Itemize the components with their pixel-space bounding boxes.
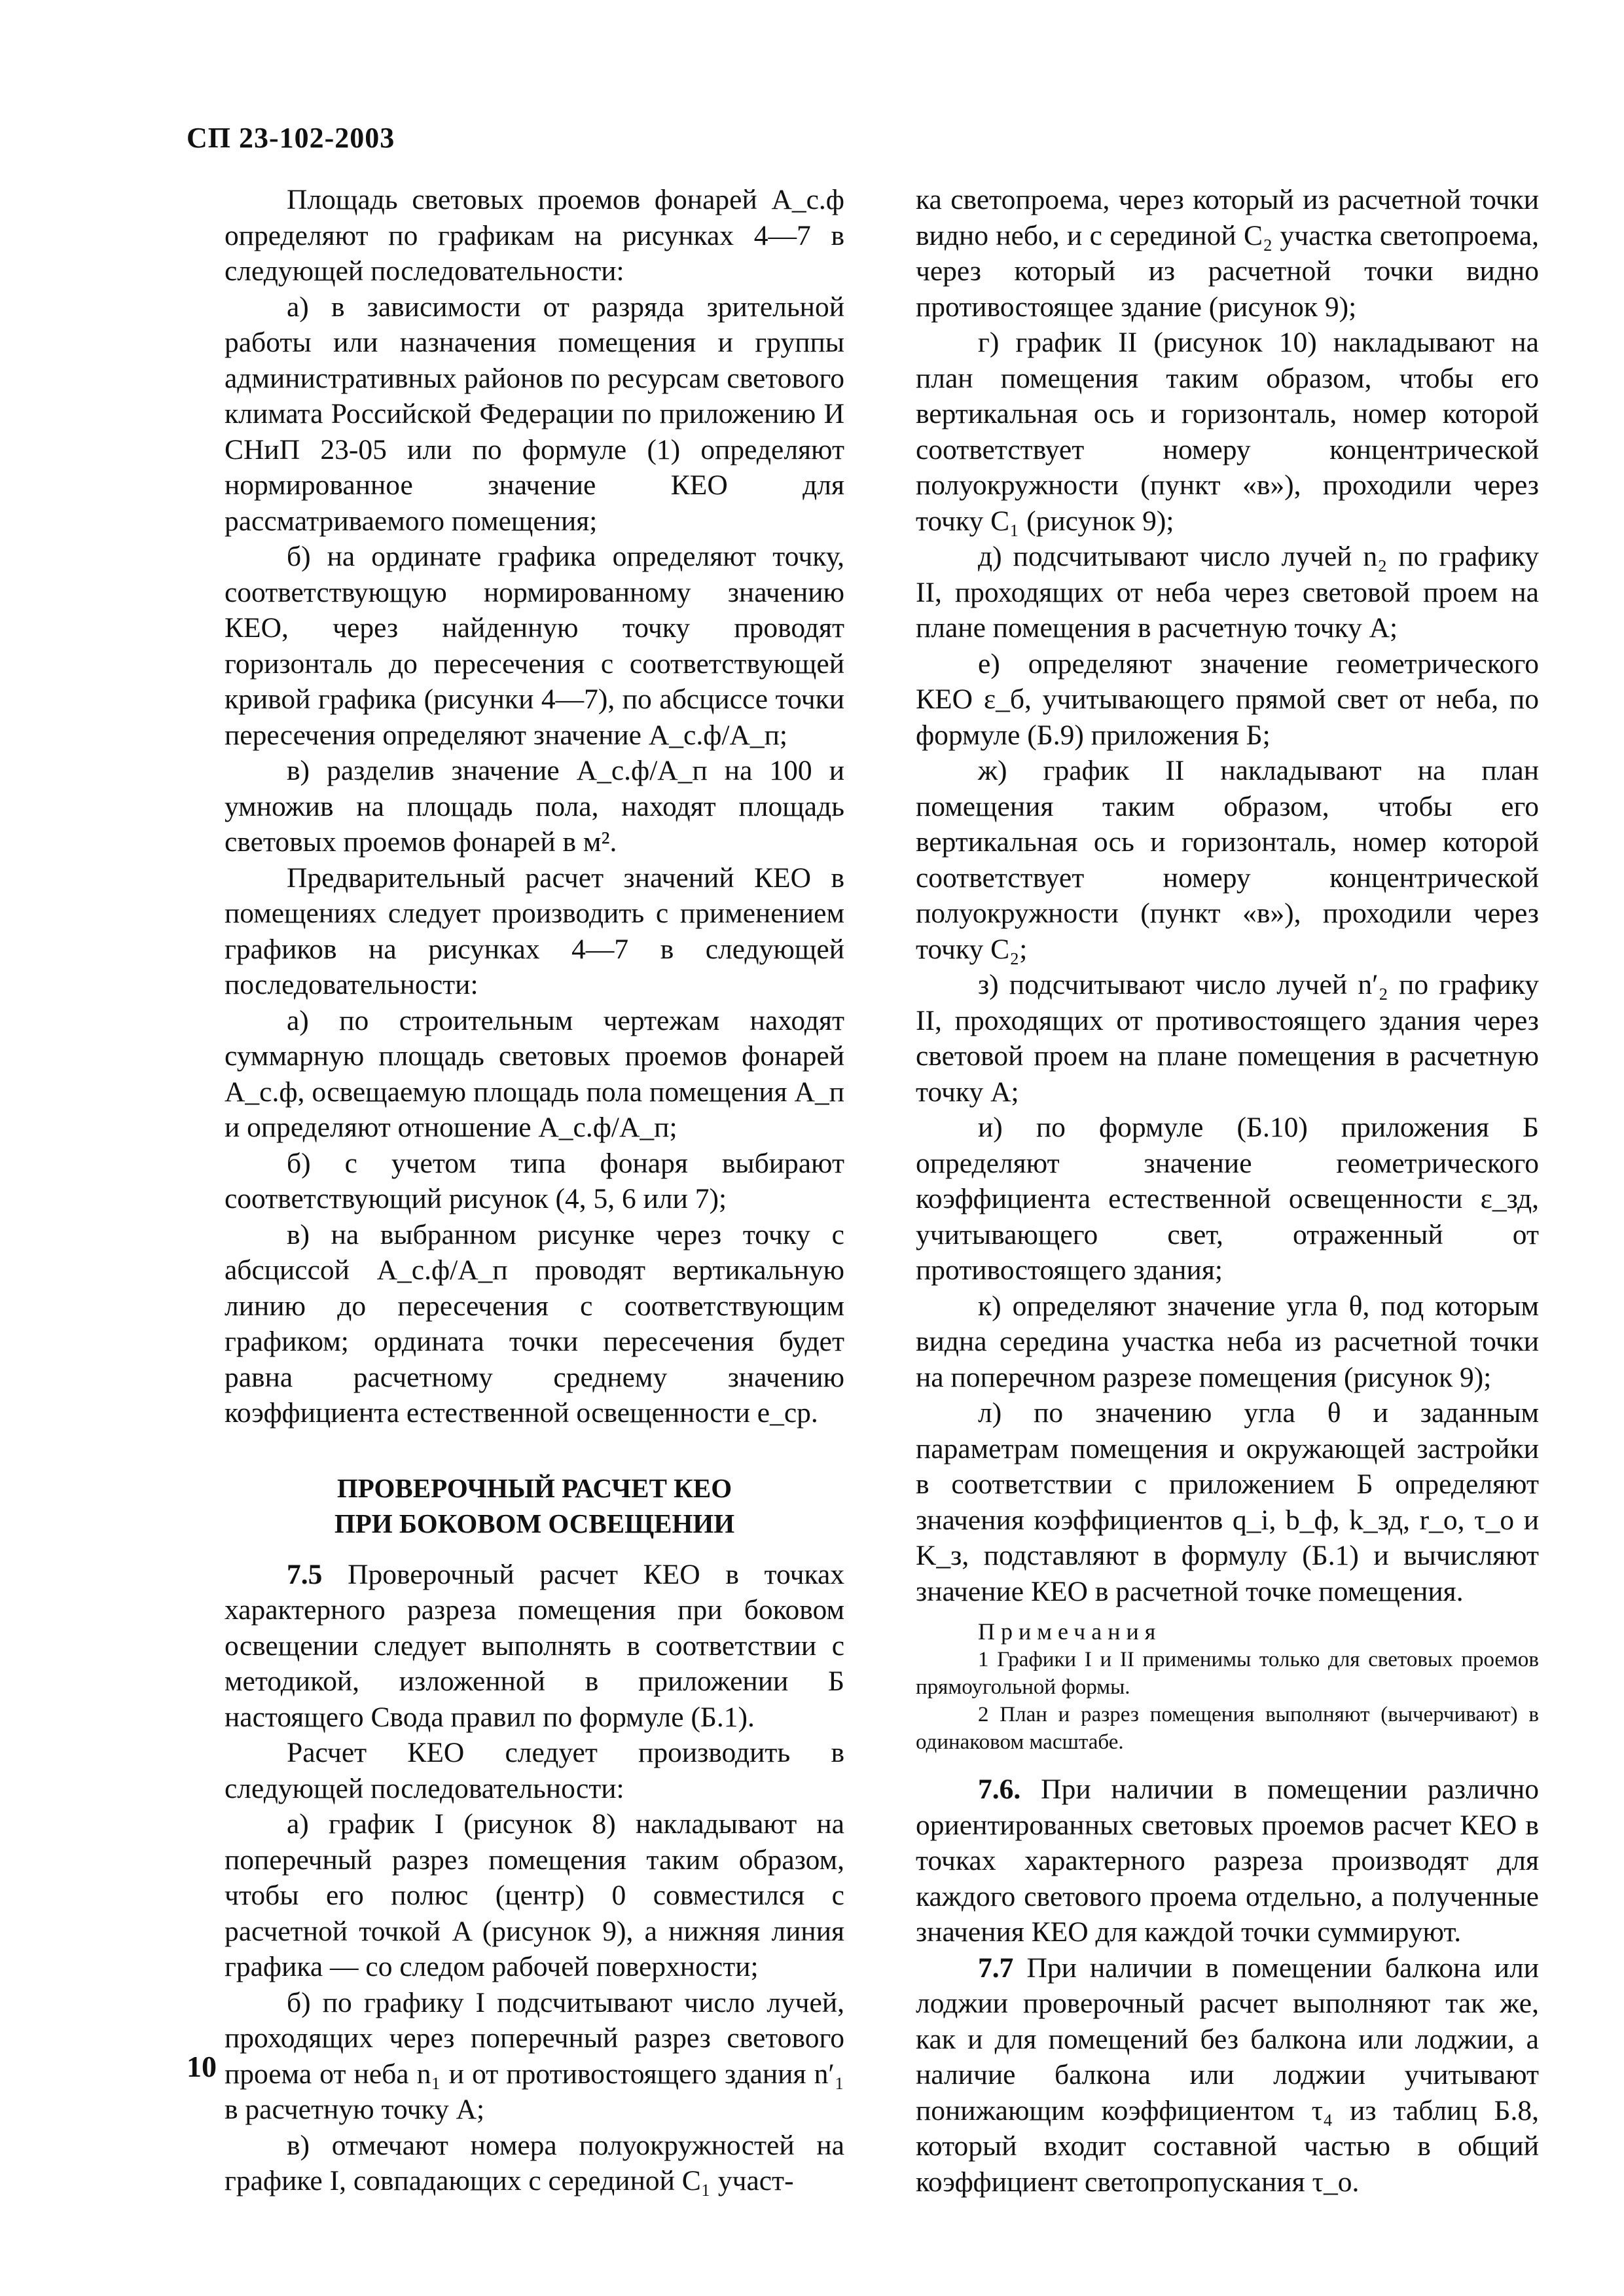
list-item: б) по графику I подсчитывают число лучей, проходящих через поперечный разрез светового проема от неба n₁ и от противостоящего здания n′₁ в расчетную точку A; bbox=[225, 1986, 844, 2125]
clause-7-7 bbox=[916, 1950, 1539, 2200]
document-code-header: СП 23-102-2003 bbox=[187, 122, 395, 154]
section-heading-line-1: ПРОВЕРОЧНЫЙ РАСЧЕТ КЕО bbox=[336, 1472, 732, 1503]
list-item: г) график II (рисунок 10) накладывают на план помещения таким образом, чтобы его вертикальная ось и горизонталь, номер которой соответствует номеру концентрической полуокружности (пункт «в»), проходили через точку C₁ (рисунок 9); bbox=[916, 327, 1539, 537]
notes-title: Примечания bbox=[978, 1618, 1162, 1645]
left-column bbox=[225, 182, 844, 2199]
paragraph: Площадь световых проемов фонарей A_с.ф определяют по графикам на рисунках 4—7 в следующей последовательности: bbox=[225, 184, 844, 287]
list-item: к) определяют значение угла θ, под которым видна середина участка неба из расчетной точки на поперечном разрезе помещения (рисунок 9); bbox=[916, 1290, 1539, 1393]
list-item: а) в зависимости от разряда зрительной работы или назначения помещения и группы административных районов по ресурсам светового климата Российской Федерации по приложению И СНиП 23-05 или по формуле (1) определяют нормированное значение КЕО для рассматриваемого помещения; bbox=[225, 291, 844, 537]
clause-text: При наличии в помещении различно ориентированных световых проемов расчет КЕО в точках характерного разреза производят для каждого светового проема отдельно, а полученные значения КЕО для каждой точки суммируют. bbox=[916, 1774, 1540, 1948]
paragraph: Предварительный расчет значений КЕО в помещениях следует производить с применением графиков на рисунках 4—7 в следующей последовательности: bbox=[225, 862, 844, 1000]
clause-number: 7.6. bbox=[978, 1774, 1021, 1805]
clause-7-6 bbox=[916, 1772, 1539, 1950]
clause-number: 7.5 bbox=[287, 1558, 323, 1590]
list-item: а) по строительным чертежам находят суммарную площадь световых проемов фонарей A_с.ф, освещаемую площадь пола помещения A_п и определяют отношение A_с.ф/A_п; bbox=[225, 1004, 844, 1143]
paragraph-continuation: ка светопроема, через который из расчетной точки видно небо, и с серединой C₂ участка светопроема, через который из расчетной точки видно противостоящее здание (рисунок 9); bbox=[916, 184, 1539, 323]
section-heading bbox=[225, 1470, 844, 1541]
clause-text: Проверочный расчет КЕО в точках характерного разреза помещения при боковом освещении следует выполнять в соответствии с методикой, изложенной в приложении Б настоящего Свода правил по формуле (Б.1). bbox=[225, 1558, 845, 1733]
list-item: з) подсчитывают число лучей n′₂ по графику II, проходящих от противостоящего здания через световой проем на плане помещения в расчетную точку A; bbox=[916, 969, 1539, 1108]
list-item: и) по формуле (Б.10) приложения Б определяют значение геометрического коэффициента естественной освещенности ε_зд, учитывающего свет, отраженный от противостоящего здания; bbox=[916, 1112, 1539, 1286]
list-item: в) на выбранном рисунке через точку с абсциссой A_с.ф/A_п проводят вертикальную линию до пересечения с соответствующим графиком; ордината точки пересечения будет равна расчетному среднему значению коэффициента естественной освещенности e_ср. bbox=[225, 1218, 844, 1429]
list-item: в) отмечают номера полуокружностей на графике I, совпадающих с серединой C₁ участ- bbox=[225, 2129, 844, 2196]
paragraph: Расчет КЕО следует производить в следующей последовательности: bbox=[225, 1737, 844, 1804]
clause-number: 7.7 bbox=[978, 1952, 1014, 1984]
right-column bbox=[916, 182, 1539, 2200]
list-item: л) по значению угла θ и заданным параметрам помещения и окружающей застройки в соответствии с приложением Б определяют значения коэффициентов q_i, b_ф, k_зд, r_о, τ_о и K_з, подставляют в формулу (Б.1) и вычисляют значение КЕО в расчетной точке помещения. bbox=[916, 1397, 1539, 1607]
note-item: 1 Графики I и II применимы только для световых проемов прямоугольной формы. bbox=[916, 1648, 1539, 1699]
list-item: е) определяют значение геометрического КЕО ε_б, учитывающего прямой свет от неба, по формуле (Б.9) приложения Б; bbox=[916, 647, 1539, 751]
list-item: б) на ординате графика определяют точку, соответствующую нормированному значению КЕО, через найденную точку проводят горизонталь до пересечения с соответствующей кривой графика (рисунки 4—7), по абсциссе точки пересечения определяют значение A_с.ф/A_п; bbox=[225, 541, 844, 751]
spacer bbox=[916, 1756, 1539, 1772]
list-item: б) с учетом типа фонаря выбирают соответствующий рисунок (4, 5, 6 или 7); bbox=[225, 1147, 844, 1214]
clause-text: При наличии в помещении балкона или лоджии проверочный расчет выполняют так же, как и для помещений без балкона или лоджии, а наличие балкона или лоджии учитывают понижающим коэффициентом τ₄ из таблиц Б.8, который входит составной частью в общий коэффициент светопропускания τ_о. bbox=[916, 1952, 1540, 2198]
section-heading-line-2: ПРИ БОКОВОМ ОСВЕЩЕНИИ bbox=[334, 1508, 735, 1539]
list-item: ж) график II накладывают на план помещения таким образом, чтобы его вертикальная ось и горизонталь, номер которой соответствует номеру концентрической полуокружности (пункт «в»), проходили через точку C₂; bbox=[916, 755, 1539, 965]
list-item: в) разделив значение A_с.ф/A_п на 100 и умножив на площадь пола, находят площадь световых проемов фонарей в м². bbox=[225, 755, 844, 858]
page-number: 10 bbox=[187, 2050, 217, 2083]
note-item: 2 План и разрез помещения выполняют (вычерчивают) в одинаковом масштабе. bbox=[916, 1703, 1539, 1754]
list-item: а) график I (рисунок 8) накладывают на поперечный разрез помещения таким образом, чтобы его полюс (центр) 0 совместился с расчетной точкой A (рисунок 9), а нижняя линия графика — со следом рабочей поверхности; bbox=[225, 1808, 844, 1982]
list-item: д) подсчитывают число лучей n₂ по графику II, проходящих от неба через световой проем на плане помещения в расчетную точку A; bbox=[916, 541, 1539, 644]
clause-7-5 bbox=[225, 1557, 844, 1736]
